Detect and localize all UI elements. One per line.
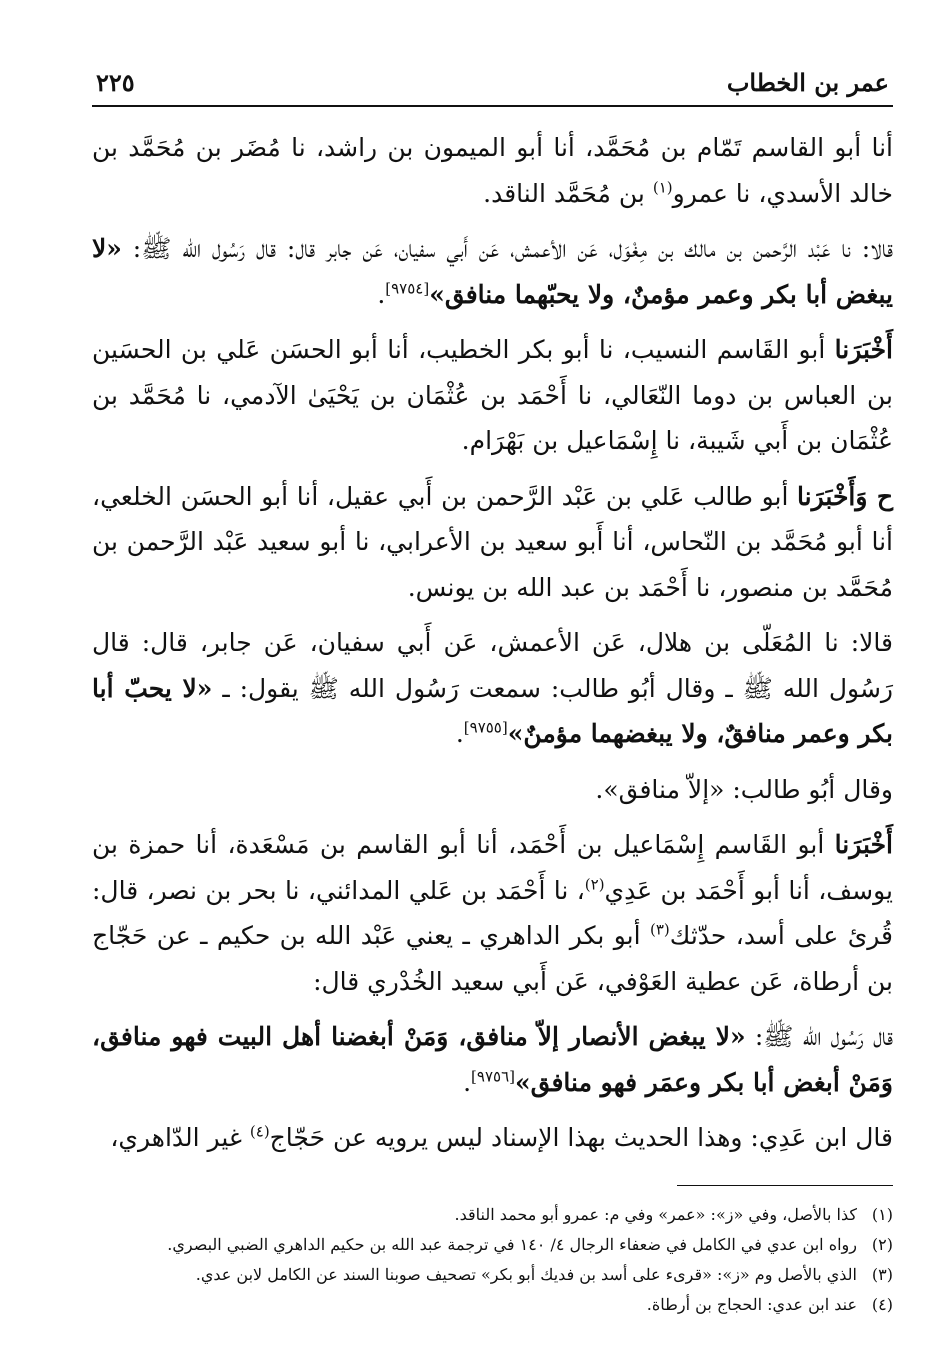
- paragraph-text: أنا أبو القاسم تَمّام بن مُحَمَّد، أنا أبو الميمون بن راشد، نا مُضَر بن مُحَمَّد بن خالد الأسدي، نا عمرو: [92, 133, 893, 208]
- hadith-text: «لا يحبّ أبا بكر وعمر منافقٌ، ولا يبغضهما مؤمنٌ»: [92, 673, 893, 748]
- footnote-ref: (٤): [249, 1122, 270, 1141]
- paragraph-5: [92, 620, 893, 757]
- lead-word: أَخْبَرَنا: [834, 830, 893, 859]
- page-number: ٢٢٥: [96, 68, 135, 97]
- footnote-text: رواه ابن عدي في الكامل في ضعفاء الرجال ٤/ ١٤٠ في ترجمة عبد الله بن حكيم الداهري الضبي البصري.: [167, 1234, 857, 1254]
- footnote-3: [92, 1260, 893, 1290]
- paragraph-2: [92, 226, 893, 317]
- paragraph-text: .: [377, 279, 386, 309]
- hadith-text: «لا يبغض أبا بكر وعمر مؤمنٌ، ولا يحبّهما منافق»: [92, 234, 893, 309]
- paragraph-text: .: [455, 719, 464, 748]
- paragraph-text: قالا: نا عَبْد الرَّحمن بن مالك بن مِغْوَل، عَن الأعمش، عَن أَبي سفيان، عَن جابر قال: قال رَسُول الله ﷺ:: [121, 234, 893, 263]
- hadith-number: [٩٧٥٤]: [385, 279, 430, 298]
- footnotes: [92, 1200, 893, 1320]
- paragraph-text: أبو بكر الداهري ـ يعني عَبْد الله بن حكيم ـ عن حَجّاج بن أرطاة، عَن عطية العَوْفي، عَن أَبي سعيد الخُدْري قال:: [92, 921, 893, 996]
- lead-word: ح وَأَخْبَرَنا: [797, 481, 893, 511]
- paragraph-text: أبو القَاسم إِسْمَاعيل بن أَحْمَد، أنا أبو القاسم بن مَسْعَدة، أنا حمزة بن يوسف، أنا أبو أَحْمَد بن عَدِي: [92, 830, 893, 905]
- hadith-text: «لا يبغض الأنصار إلاّ منافق، وَمَنْ أبغضنا أهل البيت فهو منافق، وَمَنْ أبغض أبا بكر وعمَر فهو منافق»: [92, 1022, 893, 1097]
- footnote-ref: (١): [652, 178, 673, 197]
- header-rule: [92, 105, 893, 107]
- paragraph-3: [92, 327, 893, 464]
- paragraph-6: [92, 767, 893, 813]
- paragraph-text: قال رَسُول الله ﷺ:: [745, 1022, 894, 1051]
- footnote-1: [92, 1200, 893, 1230]
- footnote-ref: (٣): [649, 920, 670, 939]
- footnote-text: الذي بالأصل وم «ز»: «قرىء على أسد بن فديك أبو بكر» تصحيف صوبنا السند عن الكامل لابن عدي.: [195, 1264, 857, 1284]
- header-title: عمر بن الخطاب: [726, 68, 889, 97]
- paragraph-text: بن مُحَمَّد الناقد.: [483, 178, 653, 208]
- paragraph-text: أبو طالب عَلي بن عَبْد الرَّحمن بن أَبي عقيل، أنا أبو الحسَن الخلعي، أنا أبو مُحَمَّد بن النّحاس، أنا أَبو سعيد بن الأعرابي، نا أبو سعيد عَبْد الرَّحمن بن مُحَمَّد بن منصور، نا أَحْمَد بن عبد الله بن يونس.: [92, 481, 893, 602]
- main-text: [92, 125, 893, 1161]
- footnote-4: [92, 1290, 893, 1320]
- footnote-number: (٣): [871, 1264, 893, 1284]
- hadith-number: [٩٧٥٦]: [471, 1067, 515, 1086]
- running-header: [92, 68, 893, 105]
- footnote-2: [92, 1230, 893, 1260]
- footnote-divider: [677, 1185, 893, 1186]
- paragraph-text: قال ابن عَدِي: وهذا الحديث بهذا الإسناد ليس يرويه عن حَجّاج: [269, 1123, 893, 1152]
- paragraph-7: [92, 822, 893, 1004]
- footnote-number: (١): [871, 1204, 893, 1224]
- paragraph-text: قالا: نا المُعَلّى بن هلال، عَن الأعمش، عَن أَبي سفيان، عَن جابر، قال: قال رَسُول الله ﷺ ـ وقال أبُو طالب: سمعت رَسُول الله ﷺ يقول: ـ: [92, 628, 893, 703]
- paragraph-text: ، نا أَحْمَد بن عَلي المدائني، نا بحر بن نصر، قال: قُرئ على أسد، حدّثك: [92, 875, 894, 950]
- paragraph-text: أبو القَاسم النسيب، نا أبو بكر الخطيب، أنا أبو الحسَن عَلي بن الحسَين بن العباس بن دوما النّعَالي، نا أَحْمَد بن عُثْمَان بن يَحْيَىٰ الآدمي، نا مُحَمَّد بن عُثْمَان بن أَبي شَيبة، نا إِسْمَاعيل بن بَهْرَام.: [92, 335, 893, 455]
- footnote-text: عند ابن عدي: الحجاج بن أرطاة.: [646, 1294, 857, 1314]
- footnote-number: (٢): [871, 1234, 893, 1254]
- paragraph-1: [92, 125, 893, 216]
- hadith-number: [٩٧٥٥]: [463, 718, 508, 737]
- footnote-number: (٤): [871, 1294, 893, 1314]
- lead-word: أَخْبَرَنا: [834, 335, 893, 364]
- footnote-ref: (٢): [584, 875, 605, 894]
- paragraph-text: وقال أبُو طالب: «إلاّ منافق».: [595, 774, 893, 804]
- paragraph-9: [92, 1115, 893, 1161]
- paragraph-text: غير الدّاهري،: [110, 1123, 250, 1152]
- paragraph-8: [92, 1014, 893, 1105]
- footnote-text: كذا بالأصل، وفي «ز»: «عمر» وفي م: عمرو أبو محمد الناقد.: [454, 1204, 857, 1224]
- paragraph-text: .: [463, 1067, 472, 1097]
- paragraph-4: [92, 474, 893, 611]
